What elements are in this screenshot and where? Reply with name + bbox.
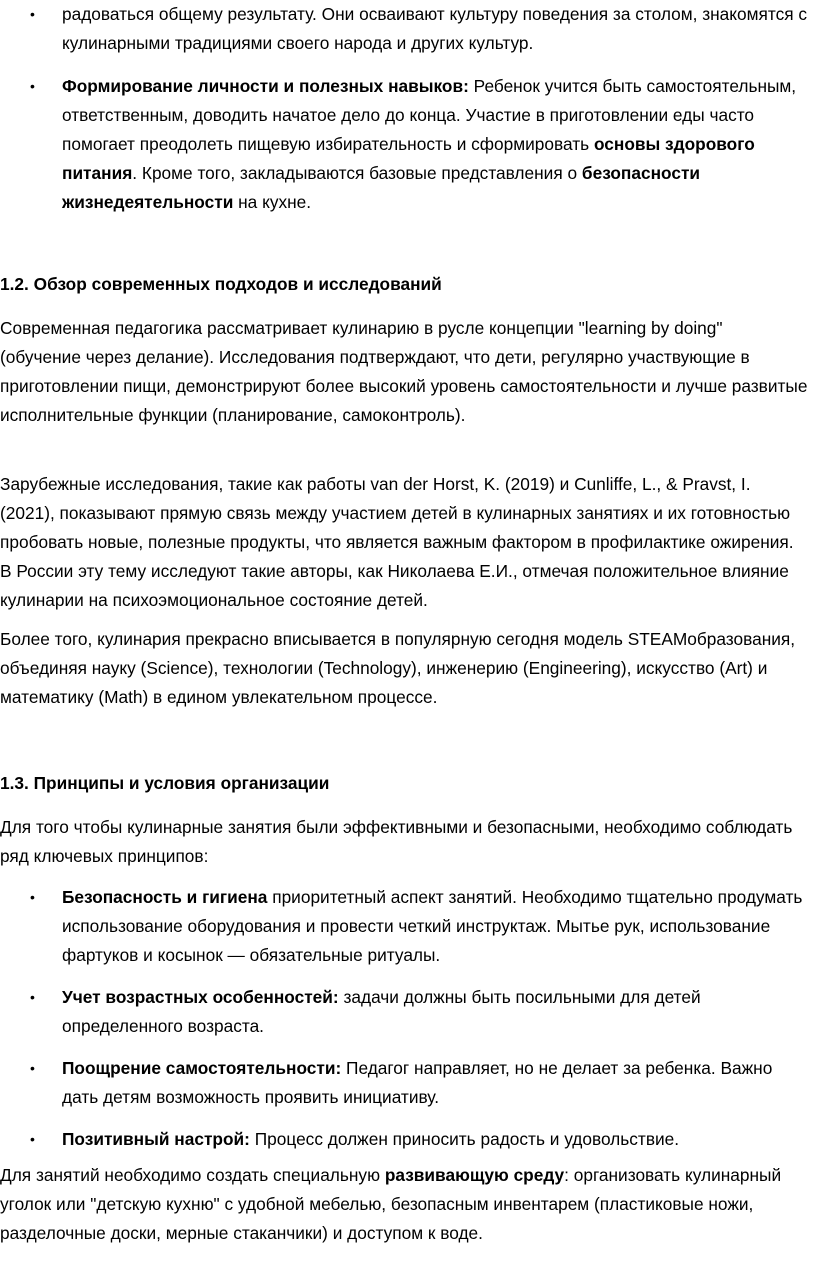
list-item-text: на кухне. — [233, 192, 312, 212]
list-item — [0, 883, 812, 970]
list-item-bold: Поощрение самостоятельности: — [62, 1058, 342, 1078]
paragraph: Более того, кулинария прекрасно вписывается в популярную сегодня модель STEAMобразования, объединяя науку (Science), технологии (Technology), инженерию (Engineering), искусство (Art) и математику (Math) в едином увлекательном процессе. — [0, 629, 796, 707]
paragraph-text: : организовать кулинарный уголок или "детскую кухню" с удобной мебелью, безопасным инвентарем (пластиковые ножи, разделочные доски, мерные стаканчики) и доступом к воде. — [0, 1165, 782, 1243]
list-item-text: . Кроме того, закладываются базовые представления о — [132, 163, 582, 183]
list-item-text: приоритетный аспект занятий. Необходимо тщательно продумать использование оборудования и провести четкий инструктаж. Мытье рук, использование фартуков и косынок — обязательные ритуалы. — [62, 887, 803, 965]
list-item-text: Педагог направляет, но не делает за ребенка. Важно дать детям возможность проявить инициативу. — [62, 1058, 773, 1107]
list-item — [0, 1054, 812, 1112]
section-heading: 1.3. Принципы и условия организации — [0, 773, 330, 793]
top-bullet-list — [0, 0, 812, 217]
list-item — [0, 0, 812, 58]
list-item-bold: Формирование личности и полезных навыков: — [62, 76, 469, 96]
paragraph: Зарубежные исследования, такие как работы van der Horst, K. (2019) и Cunliffe, L., & Pravst, I. (2021), показывают прямую связь между участием детей в кулинарных занятиях и их готовностью пробовать новые, полезные продукты, что является важным фактором в профилактике ожирения. В России эту тему исследуют такие авторы, как Николаева Е.И., отмечая положительное влияние кулинарии на психоэмоциональное состояние детей. — [0, 474, 794, 610]
list-item-bold: Безопасность и гигиена — [62, 887, 268, 907]
list-item-bold: Учет возрастных особенностей: — [62, 987, 339, 1007]
list-item-text: Ребенок учится быть самостоятельным, ответственным, доводить начатое дело до конца. Участие в приготовлении еды часто помогает преодолеть пищевую избирательность и сформировать — [62, 76, 797, 154]
list-item-bold: Позитивный настрой: — [62, 1129, 250, 1149]
paragraph — [0, 1161, 808, 1248]
list-item-text: радоваться общему результату. Они осваивают культуру поведения за столом, знакомятся с кулинарными традициями своего народа и других культур. — [62, 4, 808, 53]
section-heading: 1.2. Обзор современных подходов и исследований — [0, 274, 442, 294]
paragraph: Современная педагогика рассматривает кулинарию в русле концепции "learning by doing" (обучение через делание). Исследования подтверждают, что дети, регулярно участвующие в приготовлении пищи, демонстрируют более высокий уровень самостоятельности и лучше развитые исполнительные функции (планирование, самоконтроль). — [0, 318, 808, 425]
paragraph-bold: развивающую среду — [384, 1165, 565, 1185]
list-item — [0, 1125, 812, 1154]
list-item-bold: основы здорового питания — [62, 134, 755, 183]
list-item — [0, 983, 812, 1041]
list-item — [0, 72, 812, 217]
paragraph: Для того чтобы кулинарные занятия были эффективными и безопасными, необходимо соблюдать ряд ключевых принципов: — [0, 817, 793, 866]
list-item-bold: безопасности жизнедеятельности — [62, 163, 701, 212]
paragraph-text: Для занятий необходимо создать специальную — [0, 1165, 385, 1185]
list-item-text: задачи должны быть посильными для детей определенного возраста. — [62, 987, 701, 1036]
list-item-text: Процесс должен приносить радость и удовольствие. — [249, 1129, 680, 1149]
principles-list — [0, 883, 812, 1154]
